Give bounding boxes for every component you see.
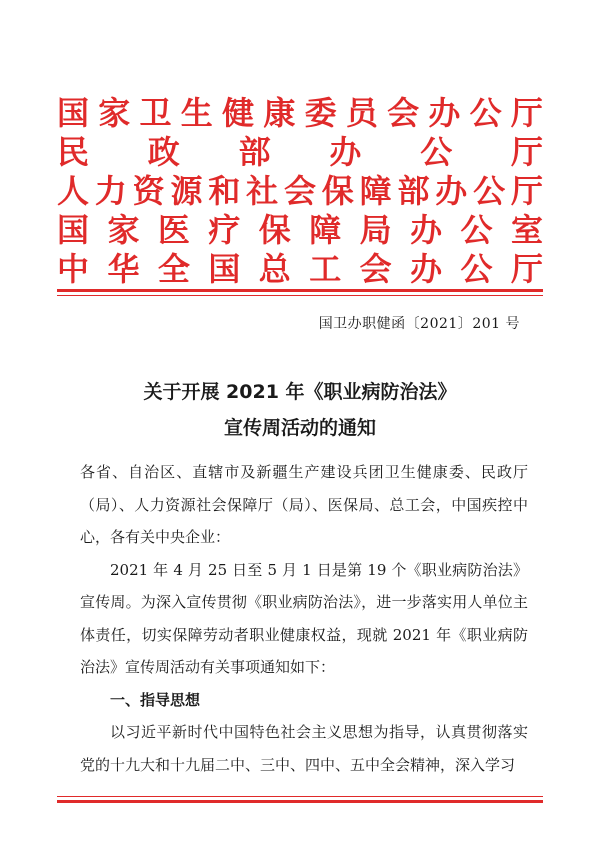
org-char: 办	[435, 172, 468, 210]
intro-paragraph: 2021 年 4 月 25 日至 5 月 1 日是第 19 个《职业病防治法》宣传周。为深入宣传贯彻《职业病防治法》，进一步落实用人单位主体责任，切实保障劳动者职业健康权益，现就 2021 年《职业病防治法》宣传周活动有关事项通知如下：	[80, 560, 528, 676]
org-char: 人	[57, 172, 90, 210]
org-char: 资	[132, 172, 165, 210]
org-char: 厅	[510, 133, 543, 171]
org-char: 会	[387, 94, 420, 132]
org-char: 国	[57, 211, 90, 249]
document-number: 国卫办职健函〔2021〕201 号	[318, 316, 520, 332]
org-char: 办	[329, 133, 362, 171]
org-char: 员	[345, 94, 378, 132]
org-char: 总	[258, 250, 291, 288]
org-char: 中	[57, 250, 90, 288]
org-char: 局	[359, 211, 392, 249]
org-line	[57, 211, 543, 250]
org-char: 和	[208, 172, 241, 210]
org-line	[57, 133, 543, 172]
footer-divider-thick	[57, 800, 543, 803]
org-char: 障	[309, 211, 342, 249]
org-char: 生	[180, 94, 213, 132]
org-char: 工	[309, 250, 342, 288]
org-char: 部	[397, 172, 430, 210]
org-char: 疗	[208, 211, 241, 249]
org-line	[57, 250, 543, 289]
org-char: 委	[304, 94, 337, 132]
org-char: 公	[460, 211, 493, 249]
org-char: 公	[420, 133, 453, 171]
org-char: 家	[98, 94, 131, 132]
header-divider-thick	[57, 289, 543, 292]
org-char: 华	[107, 250, 140, 288]
document-title-line2: 宣传周活动的通知	[223, 417, 376, 439]
org-char: 厅	[510, 172, 543, 210]
issuing-organizations	[57, 94, 543, 289]
org-char: 全	[157, 250, 190, 288]
org-char: 办	[410, 211, 443, 249]
org-char: 家	[107, 211, 140, 249]
org-char: 公	[469, 94, 502, 132]
org-char: 办	[428, 94, 461, 132]
org-char: 厅	[510, 94, 543, 132]
org-char: 政	[147, 133, 180, 171]
org-char: 国	[208, 250, 241, 288]
org-line	[57, 94, 543, 133]
org-char: 源	[170, 172, 203, 210]
org-char: 健	[222, 94, 255, 132]
org-char: 保	[321, 172, 354, 210]
org-char: 室	[510, 211, 543, 249]
org-char: 公	[460, 250, 493, 288]
org-char: 障	[359, 172, 392, 210]
org-char: 力	[94, 172, 127, 210]
org-char: 部	[238, 133, 271, 171]
footer-divider-thin	[57, 796, 543, 797]
org-char: 卫	[139, 94, 172, 132]
org-char: 办	[410, 250, 443, 288]
org-char: 厅	[510, 250, 543, 288]
org-char: 民	[57, 133, 90, 171]
section-heading: 一、指导思想	[110, 690, 201, 709]
header-divider-thin	[57, 295, 543, 296]
org-line	[57, 172, 543, 211]
org-char: 康	[263, 94, 296, 132]
org-char: 保	[258, 211, 291, 249]
org-char: 会	[359, 250, 392, 288]
org-char: 会	[283, 172, 316, 210]
document-title-line1: 关于开展 2021 年《职业病防治法》	[143, 381, 457, 403]
section-paragraph: 以习近平新时代中国特色社会主义思想为指导，认真贯彻落实党的十九大和十九届二中、三中、四中、五中全会精神，深入学习	[80, 723, 528, 774]
addressee: 各省、自治区、直辖市及新疆生产建设兵团卫生健康委、民政厅（局）、人力资源社会保障厅（局）、医保局、总工会，中国疾控中心，各有关中央企业：	[80, 463, 528, 546]
org-char: 医	[157, 211, 190, 249]
document-body	[80, 456, 528, 781]
org-char: 公	[473, 172, 506, 210]
org-char: 社	[246, 172, 279, 210]
org-char: 国	[57, 94, 90, 132]
